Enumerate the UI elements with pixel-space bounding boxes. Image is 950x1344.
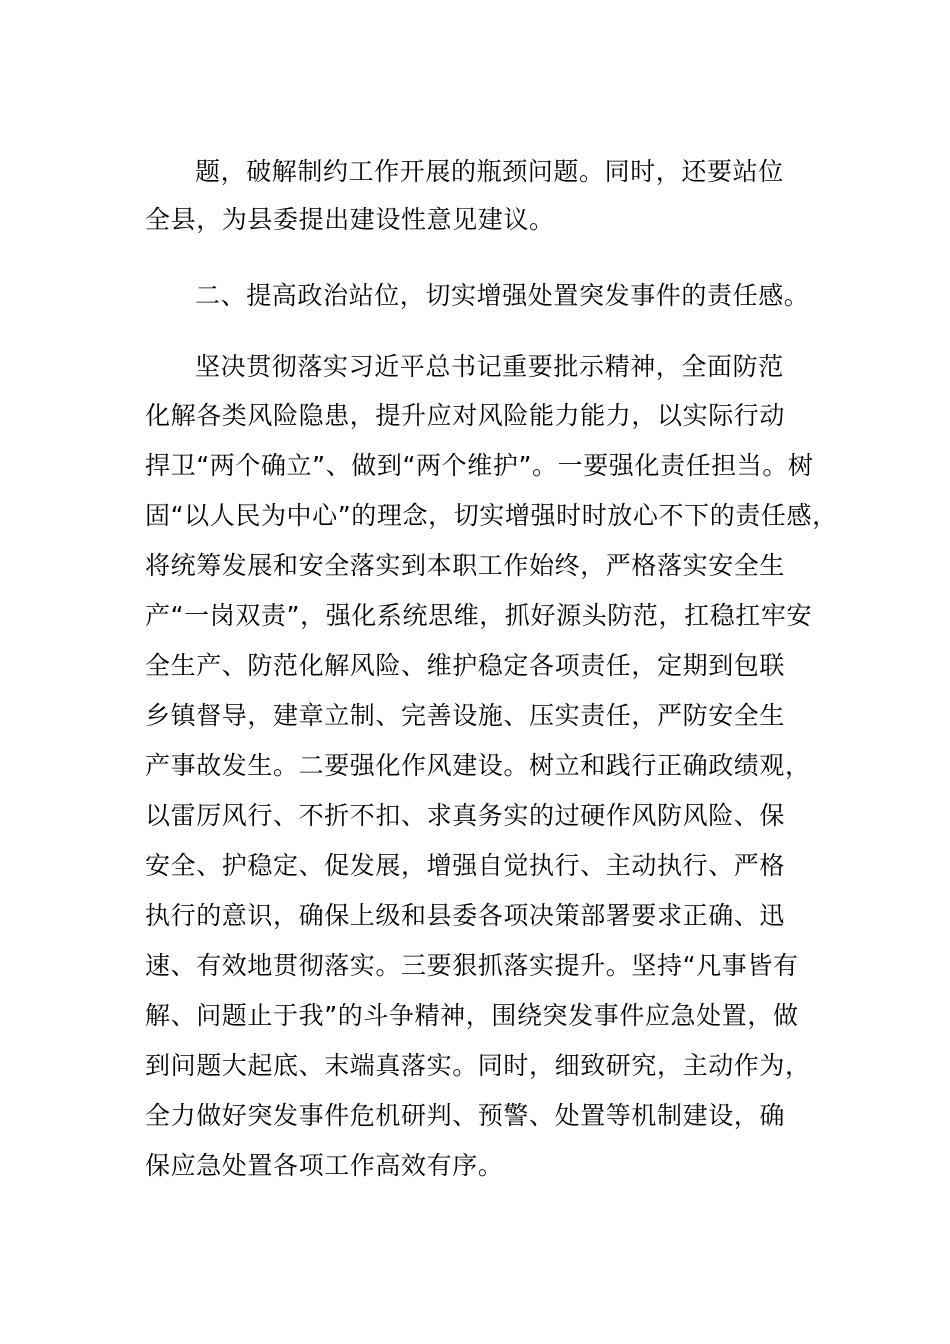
section-heading: 二、提高政治站位，切实增强处置突发事件的责任感。 [195, 281, 810, 310]
text-line: 保应急处置各项工作高效有序。 [145, 1151, 504, 1180]
text-line: 解、问题止于我”的斗争精神，围绕突发事件应急处置，做 [145, 1001, 799, 1030]
text-line: 坚决贯彻落实习近平总书记重要批示精神，全面防范 [195, 352, 784, 381]
text-line: 全生产、防范化解风险、维护稳定各项责任，定期到包联 [145, 651, 786, 680]
text-line: 执行的意识，确保上级和县委各项决策部署要求正确、迅 [145, 901, 786, 930]
text-line: 产事故发生。二要强化作风建设。树立和践行正确政绩观， [145, 751, 811, 780]
text-line: 产“一岗双责”，强化系统思维，抓好源头防范，扛稳扛牢安 [145, 601, 813, 630]
text-line: 全县，为县委提出建设性意见建议。 [145, 205, 555, 234]
text-line: 全力做好突发事件危机研判、预警、处置等机制建设，确 [145, 1101, 786, 1130]
text-line: 化解各类风险隐患，提升应对风险能力能力，以实际行动 [145, 401, 786, 430]
text-line: 题，破解制约工作开展的瓶颈问题。同时，还要站位 [195, 157, 784, 186]
text-line: 乡镇督导，建章立制、完善设施、压实责任，严防安全生 [145, 701, 786, 730]
text-line: 以雷厉风行、不折不扣、求真务实的过硬作风防风险、保 [145, 801, 786, 830]
text-line: 捍卫“两个确立”、做到“两个维护”。一要强化责任担当。树 [145, 451, 814, 480]
text-line: 将统筹发展和安全落实到本职工作始终，严格落实安全生 [145, 551, 786, 580]
text-line: 速、有效地贯彻落实。三要狠抓落实提升。坚持“凡事皆有 [145, 951, 799, 980]
text-line: 安全、护稳定、促发展，增强自觉执行、主动执行、严格 [145, 851, 786, 880]
text-line: 到问题大起底、末端真落实。同时，细致研究，主动作为， [145, 1051, 811, 1080]
text-line: 固“以人民为中心”的理念，切实增强时时放心不下的责任感， [145, 501, 838, 530]
